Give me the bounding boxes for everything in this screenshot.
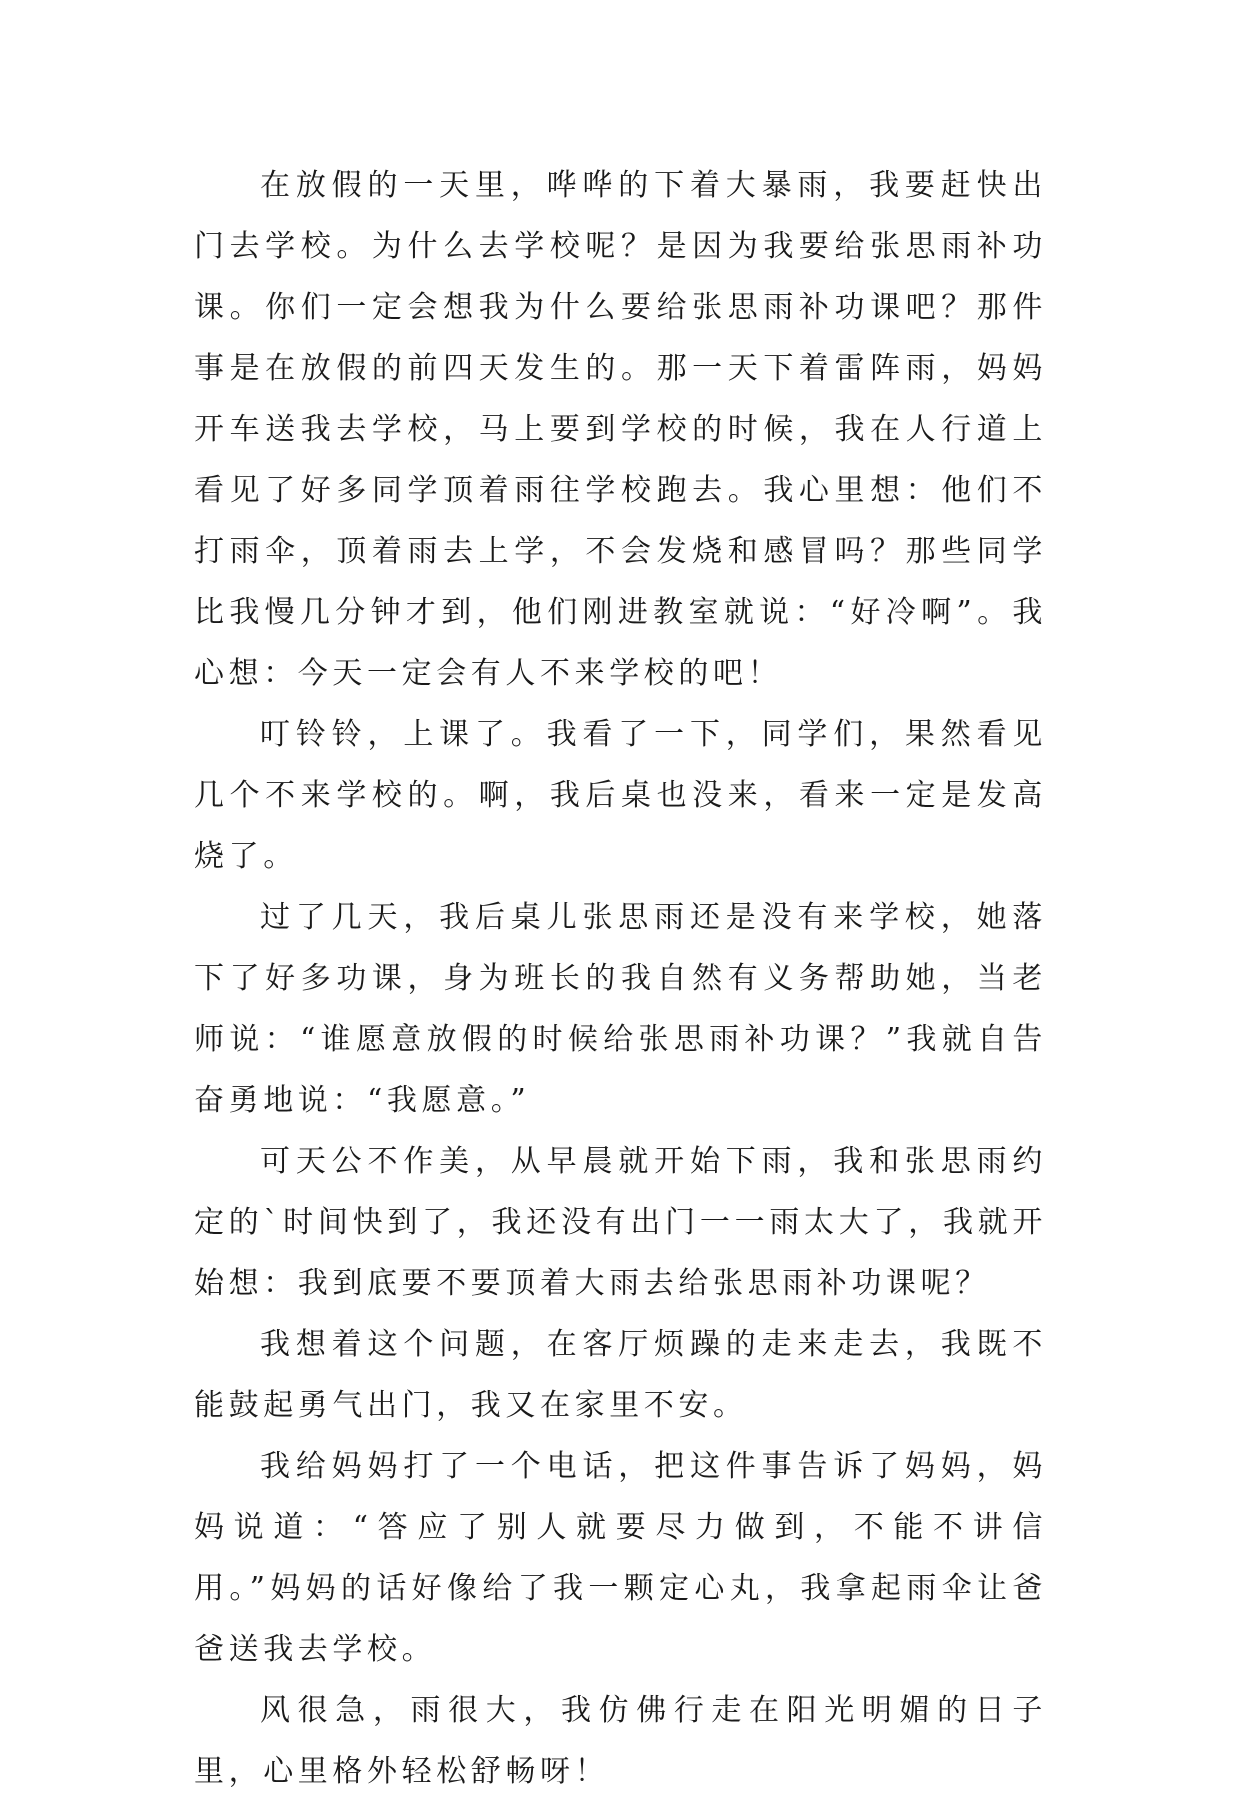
document-body (194, 155, 1047, 1802)
paragraph-1: 在放假的一天里，哗哗的下着大暴雨，我要赶快出门去学校。为什么去学校呢？是因为我要给张思雨补功课。你们一定会想我为什么要给张思雨补功课吧？那件事是在放假的前四天发生的。那一天下着雷阵雨，妈妈开车送我去学校，马上要到学校的时候，我在人行道上看见了好多同学顶着雨往学校跑去。我心里想：他们不打雨伞，顶着雨去上学，不会发烧和感冒吗？那些同学比我慢几分钟才到，他们刚进教室就说：“好冷啊”。我心想：今天一定会有人不来学校的吧！ (194, 168, 1047, 691)
paragraph-2: 叮铃铃，上课了。我看了一下，同学们，果然看见几个不来学校的。啊，我后桌也没来，看来一定是发高烧了。 (194, 717, 1047, 874)
paragraph-7: 风很急，雨很大，我仿佛行走在阳光明媚的日子里，心里格外轻松舒畅呀！ (194, 1693, 1047, 1789)
paragraph-5: 我想着这个问题，在客厅烦躁的走来走去，我既不能鼓起勇气出门，我又在家里不安。 (194, 1327, 1047, 1423)
paragraph-4: 可天公不作美，从早晨就开始下雨，我和张思雨约定的`时间快到了，我还没有出门一一雨太大了，我就开始想：我到底要不要顶着大雨去给张思雨补功课呢？ (194, 1144, 1047, 1301)
paragraph-6: 我给妈妈打了一个电话，把这件事告诉了妈妈，妈妈说道：“答应了别人就要尽力做到，不能不讲信用。”妈妈的话好像给了我一颗定心丸，我拿起雨伞让爸爸送我去学校。 (194, 1449, 1047, 1667)
paragraph-3: 过了几天，我后桌儿张思雨还是没有来学校，她落下了好多功课，身为班长的我自然有义务帮助她，当老师说：“谁愿意放假的时候给张思雨补功课？”我就自告奋勇地说：“我愿意。” (194, 900, 1047, 1118)
